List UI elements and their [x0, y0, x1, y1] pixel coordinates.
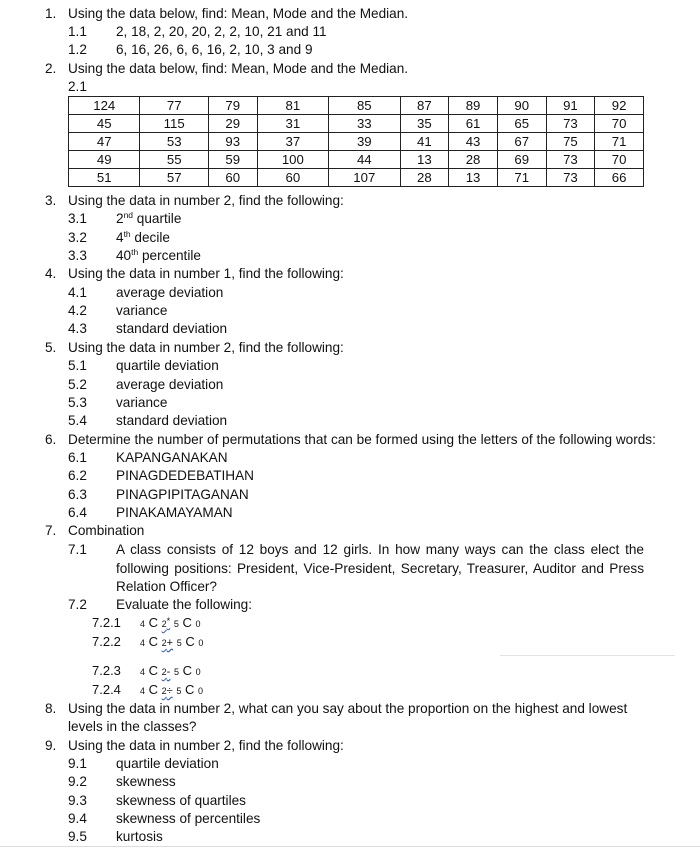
combo-7-2-2: [92, 634, 203, 649]
item-5-2: [68, 376, 223, 394]
combo-c: C: [148, 615, 159, 630]
item-text: 6, 16, 26, 6, 6, 16, 2, 10, 3 and 9: [116, 42, 313, 57]
combo-7-2-4: [92, 682, 203, 697]
item-text: PINAGDEDEBATIHAN: [116, 468, 254, 483]
question-number: 3.: [45, 193, 57, 208]
item-4-1: [68, 284, 223, 302]
item-number: 6.4: [68, 505, 87, 520]
question-text: Using the data in number 2, find the following:: [68, 193, 344, 208]
table-cell: 31: [257, 115, 328, 133]
item-text: PINAKAMAYAMAN: [116, 505, 233, 520]
item-9-5: [68, 828, 163, 846]
data-table: [68, 96, 644, 187]
combo-operator: ÷: [166, 685, 173, 697]
table-cell: 47: [69, 133, 140, 151]
item-number: 6.3: [68, 487, 87, 502]
table-cell: 43: [449, 133, 498, 151]
table-cell: 49: [69, 151, 140, 169]
question-number: 9.: [45, 738, 57, 753]
question-text: Determine the number of permutations that can be formed using the letters of the following words:: [68, 432, 656, 447]
combo-c: C: [185, 634, 195, 649]
question-text: Using the data below, find: Mean, Mode and the Median.: [68, 61, 409, 76]
table-cell: 69: [497, 151, 546, 169]
item-text: quartile: [133, 211, 182, 226]
table-row: [69, 151, 644, 169]
question-2: [0, 60, 408, 78]
question-text: Using the data below, find: Mean, Mode and the Median.: [68, 6, 409, 21]
item-text: standard deviation: [116, 413, 228, 428]
item-number: 3.1: [68, 211, 87, 226]
item-7-1-text: A class consists of 12 boys and 12 girls. In how many ways can the class elect the following positions: President, Vice-President, Secretary, Treasurer, Auditor and Press Relation Officer?: [116, 542, 644, 594]
table-cell: 65: [497, 115, 546, 133]
combo-r: 0: [198, 686, 204, 696]
ordinal-number: 2: [116, 211, 124, 226]
table-cell: 100: [257, 151, 328, 169]
table-cell: 71: [497, 169, 546, 187]
combo-r: 0: [195, 667, 201, 677]
question-9: [0, 737, 344, 755]
item-1-2: [68, 41, 313, 59]
item-4-2: [68, 302, 167, 320]
table-cell: 79: [208, 97, 257, 115]
table-cell: 28: [400, 169, 449, 187]
page-edge-line: [0, 846, 700, 847]
ordinal-suffix: th: [131, 247, 139, 257]
item-number: 3.2: [68, 230, 87, 245]
combo-r: 0: [198, 638, 204, 648]
combo-r: 2: [161, 619, 167, 629]
table-cell: 71: [595, 133, 644, 151]
item-number: 1.1: [68, 24, 87, 39]
item-text: PINAGPIPITAGANAN: [116, 487, 249, 502]
question-number: 7.: [45, 523, 57, 538]
combo-operator: -: [166, 666, 171, 678]
combo-c: C: [182, 663, 192, 678]
question-number: 1.: [45, 6, 57, 21]
combo-n: 5: [173, 619, 179, 629]
table-cell: 60: [208, 169, 257, 187]
table-row: [69, 115, 644, 133]
table-cell: 33: [329, 115, 400, 133]
table-cell: 39: [329, 133, 400, 151]
item-number: 7.2.1: [92, 615, 121, 630]
combo-7-2-1: [92, 615, 200, 630]
item-number: 5.4: [68, 413, 87, 428]
question-8-text: Using the data in number 2, what can you say about the proportion on the highest and lowest levels in the classes?: [68, 701, 628, 734]
table-cell: 73: [546, 169, 595, 187]
question-1: [0, 5, 408, 23]
item-text: percentile: [138, 248, 201, 263]
item-4-3: [68, 320, 227, 338]
item-number: 4.3: [68, 321, 87, 336]
item-text: skewness of percentiles: [116, 811, 261, 826]
question-text: Using the data in number 1, find the following:: [68, 266, 344, 281]
question-number: 4.: [45, 266, 57, 281]
table-cell: 75: [546, 133, 595, 151]
table-cell: 41: [400, 133, 449, 151]
item-number: 7.2: [68, 597, 87, 612]
question-text: Combination: [68, 523, 145, 538]
table-cell: 60: [257, 169, 328, 187]
table-cell: 28: [449, 151, 498, 169]
table-row: [69, 97, 644, 115]
item-number: 7.2.4: [92, 682, 121, 697]
item-text: quartile deviation: [116, 756, 219, 771]
item-text: KAPANGANAKAN: [116, 450, 228, 465]
question-3: [0, 192, 344, 210]
item-number: 1.2: [68, 42, 87, 57]
combo-7-2-3: [92, 663, 201, 678]
combo-c: C: [148, 682, 159, 697]
item-text: variance: [116, 303, 168, 318]
table-cell: 90: [497, 97, 546, 115]
table-cell: 92: [595, 97, 644, 115]
combo-n: 4: [140, 667, 146, 677]
table-cell: 73: [546, 151, 595, 169]
item-text: quartile deviation: [116, 358, 219, 373]
table-cell: 67: [497, 133, 546, 151]
combo-n: 5: [173, 667, 179, 677]
table-cell: 70: [595, 115, 644, 133]
item-number: 6.1: [68, 450, 87, 465]
ordinal-suffix: nd: [123, 210, 134, 220]
item-text: skewness: [116, 774, 176, 789]
combo-c: C: [182, 615, 192, 630]
item-number: 5.1: [68, 358, 87, 373]
item-number: 9.1: [68, 756, 87, 771]
item-number: 7.2.2: [92, 634, 121, 649]
table-cell: 124: [69, 97, 140, 115]
combo-operator: *: [166, 616, 171, 626]
table-cell: 57: [140, 169, 208, 187]
item-number: 9.4: [68, 811, 87, 826]
table-cell: 87: [400, 97, 449, 115]
item-2-1: 2.1: [68, 79, 87, 94]
question-number: 6.: [45, 432, 57, 447]
item-text: kurtosis: [116, 829, 163, 844]
item-9-1: [68, 755, 219, 773]
item-number: 5.2: [68, 377, 87, 392]
table-cell: 55: [140, 151, 208, 169]
question-number: 5.: [45, 340, 57, 355]
question-text: Using the data in number 2, find the following:: [68, 738, 344, 753]
question-number: 2.: [45, 61, 57, 76]
table-cell: 35: [400, 115, 449, 133]
combo-operator: +: [166, 637, 174, 649]
combo-r: 0: [195, 619, 201, 629]
item-number: 3.3: [68, 248, 87, 263]
table-cell: 81: [257, 97, 328, 115]
combo-n: 5: [176, 686, 182, 696]
question-5: [0, 339, 344, 357]
combo-c: C: [184, 682, 195, 697]
item-9-3: [68, 792, 246, 810]
ordinal-number: 40: [116, 248, 132, 263]
item-number: 9.5: [68, 829, 87, 844]
item-text: 2, 18, 2, 20, 20, 2, 2, 10, 21 and 11: [116, 24, 327, 39]
table-cell: 107: [329, 169, 400, 187]
item-3-2: [68, 229, 170, 247]
item-6-1: [68, 449, 228, 467]
combo-n: 4: [140, 619, 146, 629]
table-cell: 13: [400, 151, 449, 169]
item-6-3: [68, 486, 249, 504]
table-cell: 37: [257, 133, 328, 151]
table-cell: 89: [449, 97, 498, 115]
item-5-4: [68, 412, 227, 430]
ordinal-suffix: th: [123, 229, 131, 239]
question-6: [0, 431, 656, 449]
table-cell: 70: [595, 151, 644, 169]
item-9-4: [68, 810, 260, 828]
table-cell: 53: [140, 133, 208, 151]
table-cell: 85: [329, 97, 400, 115]
item-number: 4.1: [68, 285, 87, 300]
combo-r: 2: [161, 638, 167, 648]
item-3-1: [68, 210, 181, 228]
table-cell: 44: [329, 151, 400, 169]
table-cell: 13: [449, 169, 498, 187]
table-cell: 93: [208, 133, 257, 151]
question-4: [0, 265, 344, 283]
combo-r: 2: [161, 667, 167, 677]
item-number: 4.2: [68, 303, 87, 318]
item-text: Evaluate the following:: [116, 597, 253, 612]
divider-line: [500, 655, 675, 656]
table-cell: 51: [69, 169, 140, 187]
item-text: standard deviation: [116, 321, 228, 336]
combo-c: C: [148, 663, 159, 678]
item-6-4: [68, 504, 233, 522]
item-number: 9.2: [68, 774, 87, 789]
table-cell: 59: [208, 151, 257, 169]
table-cell: 29: [208, 115, 257, 133]
table-cell: 77: [140, 97, 208, 115]
combo-c: C: [148, 634, 159, 649]
item-9-2: [68, 773, 176, 791]
item-text: average deviation: [116, 285, 224, 300]
item-3-3: [68, 247, 201, 265]
table-cell: 91: [546, 97, 595, 115]
question-8-number: 8.: [45, 701, 57, 716]
item-6-2: [68, 467, 254, 485]
table-row: [69, 133, 644, 151]
item-number: 6.2: [68, 468, 87, 483]
combo-n: 4: [140, 686, 146, 696]
combo-r: 2: [161, 686, 167, 696]
item-1-1: [68, 23, 327, 41]
table-cell: 73: [546, 115, 595, 133]
item-text: skewness of quartiles: [116, 793, 246, 808]
item-number: 5.3: [68, 395, 87, 410]
item-number: 9.3: [68, 793, 87, 808]
question-text: Using the data in number 2, find the following:: [68, 340, 344, 355]
table-cell: 66: [595, 169, 644, 187]
ordinal-number: 4: [116, 230, 124, 245]
item-7-2: [68, 596, 252, 614]
item-7-1-number: 7.1: [68, 542, 87, 557]
item-5-1: [68, 357, 219, 375]
table-row: [69, 169, 644, 187]
item-number: 7.2.3: [92, 663, 121, 678]
item-text: variance: [116, 395, 168, 410]
item-5-3: [68, 394, 167, 412]
table-cell: 61: [449, 115, 498, 133]
combo-n: 5: [176, 638, 182, 648]
item-text: average deviation: [116, 377, 224, 392]
question-7: [0, 522, 144, 540]
item-text: decile: [130, 230, 170, 245]
combo-n: 4: [140, 638, 146, 648]
table-cell: 115: [140, 115, 208, 133]
table-cell: 45: [69, 115, 140, 133]
